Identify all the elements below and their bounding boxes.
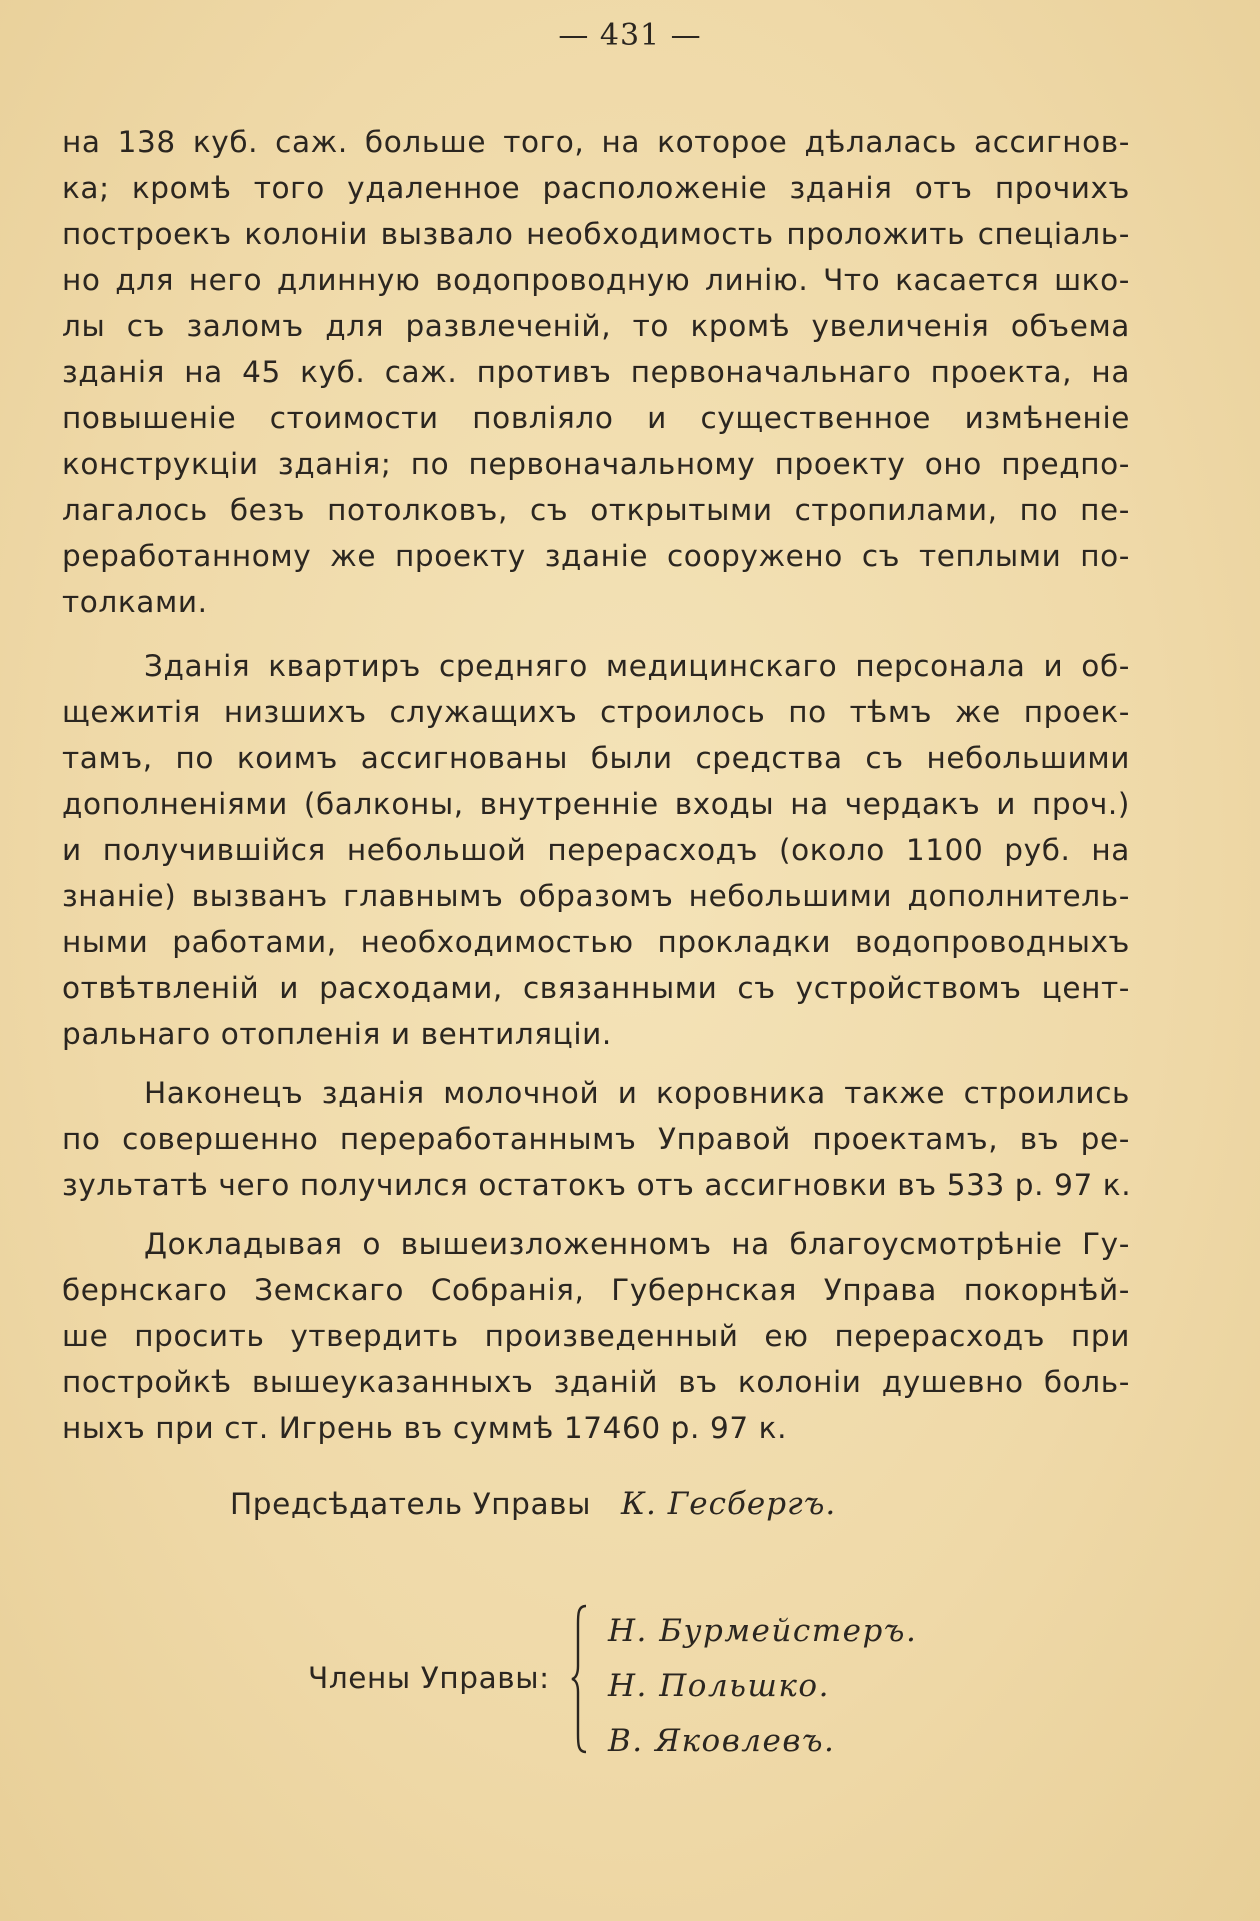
brace-icon <box>570 1604 590 1754</box>
text-line: лы съ заломъ для развлеченій, то кромѣ увеличенія объема <box>62 309 1130 343</box>
text-line: зультатѣ чего получился остатокъ отъ ассигновки въ 533 р. 97 к. <box>62 1168 1132 1202</box>
text-line: Докладывая о вышеизложенномъ на благоусмотрѣніе Гу- <box>144 1227 1130 1261</box>
text-line: построекъ колоніи вызвало необходимость проложить спеціаль- <box>62 217 1130 251</box>
text-line: ше просить утвердить произведенный ею перерасходъ при <box>62 1319 1130 1353</box>
text-line: Зданія квартиръ средняго медицинскаго персонала и об- <box>144 649 1130 683</box>
chairman-label: Предсѣдатель Управы <box>230 1487 592 1521</box>
text-line: зданія на 45 куб. саж. противъ первоначальнаго проекта, на <box>62 355 1130 389</box>
member-name: В. Яковлевъ. <box>608 1723 836 1759</box>
members-list <box>608 1604 917 1769</box>
chairman-name: К. Гесбергъ. <box>621 1486 837 1522</box>
text-line: дополненіями (балконы, внутренніе входы на чердакъ и проч.) <box>62 787 1130 821</box>
text-line: и получившійся небольшой перерасходъ (около 1100 руб. на <box>62 833 1130 867</box>
text-line: знаніе) вызванъ главнымъ образомъ небольшими дополнитель- <box>62 879 1130 913</box>
chairman-signature <box>230 1486 836 1522</box>
text-line: на 138 куб. саж. больше того, на которое дѣлалась ассигнов- <box>62 125 1130 159</box>
paragraph-4 <box>62 1221 1130 1451</box>
text-line: щежитія низшихъ служащихъ строилось по тѣмъ же проек- <box>62 695 1130 729</box>
page-number: — 431 — <box>558 18 702 53</box>
text-line: реработанному же проекту зданіе сооружено съ теплыми по- <box>62 539 1130 573</box>
text-line: тамъ, по коимъ ассигнованы были средства съ небольшими <box>62 741 1130 775</box>
text-line: ральнаго отопленія и вентиляціи. <box>62 1017 612 1051</box>
text-line: постройкѣ вышеуказанныхъ зданій въ колоніи душевно боль- <box>62 1365 1130 1399</box>
text-line: лагалось безъ потолковъ, съ открытыми стропилами, по пе- <box>62 493 1130 527</box>
text-line: толками. <box>62 585 208 619</box>
text-line: Наконецъ зданія молочной и коровника также строились <box>144 1076 1130 1110</box>
text-line: но для него длинную водопроводную линію. Что касается шко- <box>62 263 1130 297</box>
paragraph-3 <box>62 1070 1130 1208</box>
paragraph-1 <box>62 119 1130 625</box>
paragraph-2 <box>62 643 1130 1057</box>
text-line: конструкціи зданія; по первоначальному проекту оно предпо- <box>62 447 1130 481</box>
text-line: отвѣтвленій и расходами, связанными съ устройствомъ цент- <box>62 971 1130 1005</box>
text-line: ными работами, необходимостью прокладки водопроводныхъ <box>62 925 1130 959</box>
text-line: бернскаго Земскаго Собранія, Губернская Управа покорнѣй- <box>62 1273 1130 1307</box>
member-name: Н. Бурмейстеръ. <box>608 1613 918 1649</box>
members-label: Члены Управы: <box>308 1661 550 1695</box>
text-line: ныхъ при ст. Игрень въ суммѣ 17460 р. 97 к. <box>62 1411 788 1445</box>
text-line: повышеніе стоимости повліяло и существенное измѣненіе <box>62 401 1130 435</box>
text-line: по совершенно переработаннымъ Управой проектамъ, въ ре- <box>62 1122 1130 1156</box>
member-name: Н. Польшко. <box>608 1668 830 1704</box>
text-line: ка; кромѣ того удаленное расположеніе зданія отъ прочихъ <box>62 171 1130 205</box>
